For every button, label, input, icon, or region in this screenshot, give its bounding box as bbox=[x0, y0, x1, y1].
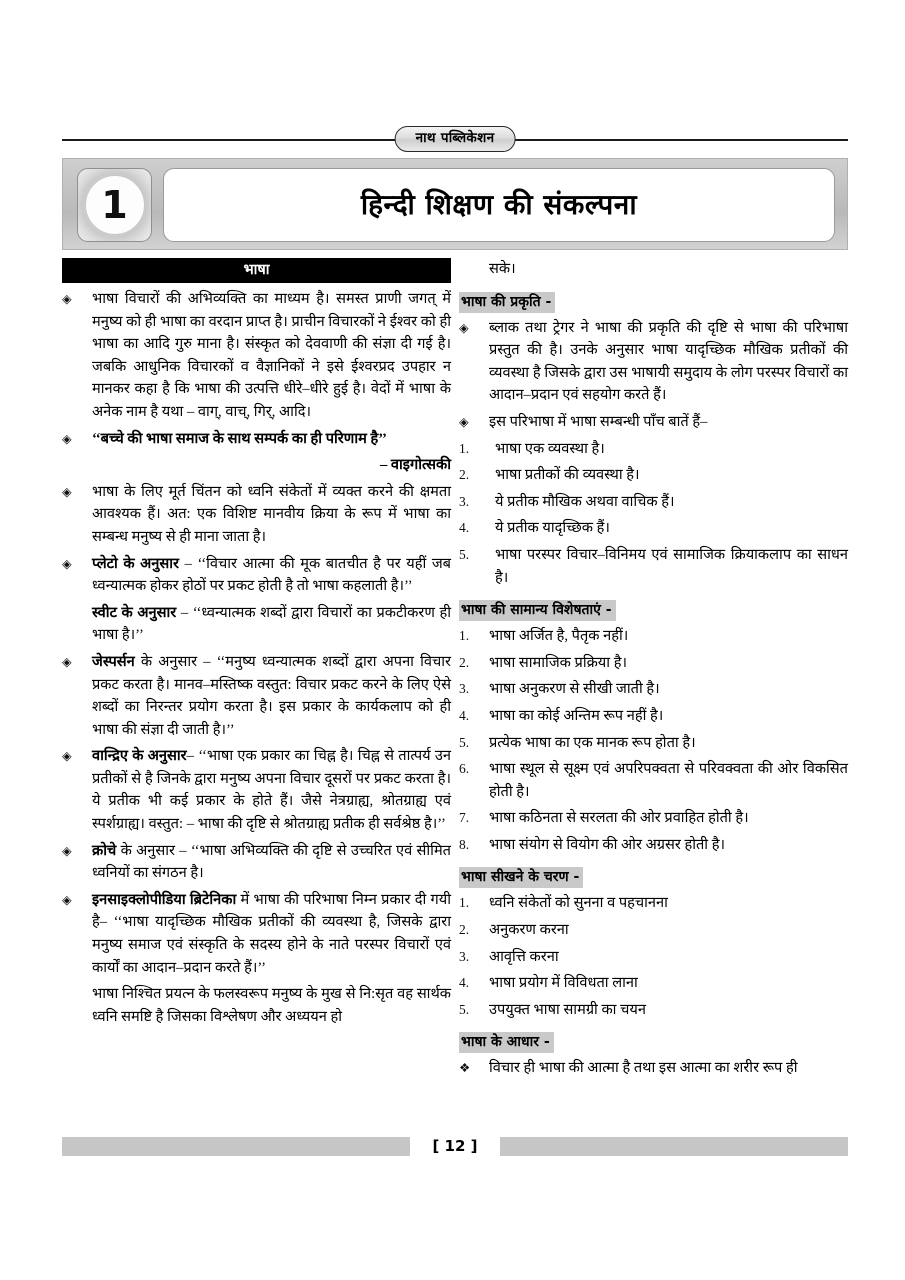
item-number: 2. bbox=[459, 922, 470, 938]
publisher-tab: नाथ पब्लिकेशन bbox=[395, 126, 516, 152]
paragraph-rest: – ‘‘ध्वन्यात्मक शब्दों द्वारा विचारों का प्रकटीकरण ही भाषा है।’’ bbox=[92, 604, 452, 644]
numbered-text: अनुकरण करना bbox=[489, 922, 569, 939]
chapter-title: हिन्दी शिक्षण की संकल्पना bbox=[360, 188, 638, 221]
numbered-text: भाषा अर्जित है, पैतृक नहीं। bbox=[489, 628, 629, 645]
numbered-item bbox=[459, 625, 848, 648]
running-header bbox=[62, 126, 848, 160]
heading-wrap bbox=[459, 1025, 848, 1057]
paragraph-text bbox=[92, 651, 451, 741]
numbered-item bbox=[459, 999, 848, 1022]
numbered-text: ये प्रतीक यादृच्छिक हैं। bbox=[495, 520, 610, 537]
item-number: 4. bbox=[459, 707, 470, 723]
diamond-bullet-icon: ◈ bbox=[62, 654, 72, 669]
paragraph-text: भाषा के लिए मूर्त चिंतन को ध्वनि संकेतों में व्यक्त करने की क्षमता आवश्यक हैं। अत: एक विशिष्ट मानवीय क्रिया के रूप में भाषा का सम्बन्ध मनुष्य से ही माना जाता है। bbox=[92, 483, 451, 545]
item-number: 3. bbox=[459, 493, 470, 509]
numbered-text: प्रत्येक भाषा का एक मानक रूप होता है। bbox=[489, 734, 696, 751]
diamond-bullet-icon: ◈ bbox=[62, 892, 72, 907]
lead-term: इनसाइक्लोपीडिया ब्रिटेनिका bbox=[92, 891, 237, 908]
item-number: 2. bbox=[459, 654, 470, 670]
paragraph-rest: – ‘‘भाषा एक प्रकार का चिह्न है। चिह्न से तात्पर्य उन प्रतीकों से है जिनके द्वारा मनुष्य अपना विचार दूसरों पर प्रकट करता है। ये प्रतीक भी कई प्रकार के होते हैं। जैसे नेत्रग्राह्य, श्रोतग्राह्य एवं स्पर्शग्राह्य। वस्तुत: – भाषा की दृष्टि से श्रोतग्राह्य प्रतीक ही सर्वश्रेष्ठ है।’’ bbox=[92, 748, 451, 833]
item-number: 7. bbox=[459, 810, 470, 826]
list-item bbox=[62, 889, 451, 979]
paragraph-rest: के अनुसार – ‘‘भाषा अभिव्यक्ति की दृष्टि से उच्चरित एवं सीमित ध्वनियों का संगठन है। bbox=[92, 842, 451, 882]
diamond-bullet-icon: ◈ bbox=[459, 414, 469, 429]
numbered-item bbox=[459, 919, 848, 942]
diamond-bullet-icon: ◈ bbox=[62, 431, 72, 446]
numbered-item bbox=[459, 834, 848, 857]
numbered-item bbox=[459, 807, 848, 830]
section-bar-bhasha: भाषा bbox=[62, 258, 451, 283]
numbered-item bbox=[459, 491, 848, 514]
numbered-text: भाषा कठिनता से सरलता की ओर प्रवाहित होती है। bbox=[489, 810, 749, 827]
numbered-item bbox=[459, 892, 848, 915]
paragraph-rest: – ‘‘विचार आत्मा की मूक बातचीत है पर यहीं जब ध्वन्यात्मक होकर होठों पर प्रकट होती है तो भाषा कहलाती है।’’ bbox=[92, 555, 452, 595]
list-item bbox=[459, 1057, 848, 1080]
chapter-number-badge bbox=[77, 168, 152, 242]
numbered-text: भाषा एक व्यवस्था है। bbox=[495, 440, 605, 457]
numbered-item bbox=[459, 652, 848, 675]
numbered-text: भाषा स्थूल से सूक्ष्म एवं अपरिपक्वता से परिवक्वता की ओर विकसित होती है। bbox=[489, 761, 848, 800]
chapter-number-circle bbox=[85, 175, 145, 235]
numbered-item bbox=[459, 946, 848, 969]
diamond-bullet-icon: ◈ bbox=[459, 320, 469, 335]
numbered-text: भाषा का कोई अन्तिम रूप नहीं है। bbox=[489, 707, 664, 724]
list-item bbox=[62, 602, 451, 647]
item-number: 1. bbox=[459, 895, 470, 911]
numbered-item bbox=[459, 464, 848, 487]
numbered-text: भाषा प्रयोग में विविधता लाना bbox=[489, 975, 638, 992]
list-item bbox=[459, 411, 848, 434]
numbered-item bbox=[459, 705, 848, 728]
paragraph-text bbox=[92, 889, 451, 979]
paragraph-text bbox=[92, 745, 451, 835]
list-item bbox=[62, 651, 451, 741]
section-heading-visheshtaye: भाषा की सामान्य विशेषताएं - bbox=[459, 600, 616, 621]
item-number: 5. bbox=[459, 1001, 470, 1017]
numbered-text: भाषा सामाजिक प्रक्रिया है। bbox=[489, 654, 627, 671]
lead-term: जेस्पर्सन bbox=[92, 653, 135, 670]
item-number: 6. bbox=[459, 761, 470, 777]
section-heading-aadhar: भाषा के आधार - bbox=[459, 1032, 554, 1053]
paragraph-text: विचार ही भाषा की आत्मा है तथा इस आत्मा का शरीर रूप ही bbox=[489, 1060, 798, 1077]
numbered-text: भाषा परस्पर विचार–विनिमय एवं सामाजिक क्रियाकलाप का साधन है। bbox=[495, 546, 848, 586]
paragraph-text: ब्लाक तथा ट्रेगर ने भाषा की प्रकृति की दृष्टि से भाषा की परिभाषा प्रस्तुत की है। उनके अनुसार भाषा यादृच्छिक मौखिक प्रतीकों की व्यवस्था है जिसके द्वारा उस भाषायी समुदाय के लोग परस्पर विचारों का आदान–प्रदान एवं सहयोग करते हैं। bbox=[489, 319, 848, 404]
numbered-text: आवृत्ति करना bbox=[489, 948, 559, 965]
diamond-bullet-icon: ◈ bbox=[62, 749, 72, 764]
page-footer bbox=[62, 1136, 848, 1158]
paragraph-text: भाषा निश्चित प्रयत्न के फलस्वरूप मनुष्य के मुख से नि:सृत वह सार्थक ध्वनि समष्टि है जिसका विश्लेषण और अध्ययन हो bbox=[92, 986, 451, 1025]
item-number: 4. bbox=[459, 520, 470, 536]
lead-term: वान्द्रिए के अनुसार bbox=[92, 748, 187, 765]
section-heading-prakriti: भाषा की प्रकृति - bbox=[459, 292, 555, 313]
item-number: 1. bbox=[459, 440, 470, 456]
numbered-item bbox=[459, 544, 848, 589]
item-number: 5. bbox=[459, 546, 470, 562]
numbered-item bbox=[459, 972, 848, 995]
item-number: 3. bbox=[459, 948, 470, 964]
numbered-text: उपयुक्त भाषा सामग्री का चयन bbox=[489, 1001, 646, 1018]
list-item bbox=[62, 428, 451, 451]
numbered-item bbox=[459, 732, 848, 755]
quote-attribution: – वाइगोत्सकी bbox=[379, 457, 451, 474]
list-item bbox=[62, 840, 451, 885]
numbered-text: ये प्रतीक मौखिक अथवा वाचिक हैं। bbox=[495, 493, 675, 510]
list-item bbox=[62, 745, 451, 835]
heading-wrap bbox=[459, 860, 848, 892]
section-heading-charan: भाषा सीखने के चरण - bbox=[459, 867, 583, 888]
numbered-item bbox=[459, 678, 848, 701]
item-number: 2. bbox=[459, 467, 470, 483]
item-number: 8. bbox=[459, 836, 470, 852]
heading-wrap bbox=[459, 593, 848, 625]
footer-bar-left bbox=[62, 1137, 410, 1156]
continuation-text: सके। bbox=[489, 261, 516, 277]
chapter-number: 1 bbox=[101, 183, 128, 227]
list-item bbox=[62, 553, 451, 598]
list-item bbox=[62, 288, 451, 424]
paragraph-text bbox=[92, 553, 451, 598]
right-column bbox=[459, 258, 848, 1084]
paragraph-text bbox=[92, 840, 451, 885]
list-item bbox=[62, 481, 451, 549]
diamond-bullet-icon: ◈ bbox=[62, 556, 72, 571]
paragraph-text bbox=[92, 602, 451, 647]
paragraph-text: भाषा विचारों की अभिव्यक्ति का माध्यम है। समस्त प्राणी जगत् में मनुष्य को ही भाषा का वरदान प्राप्त है। प्राचीन विचारकों ने ईश्वर को ही भाषा का आदि गुरु माना है। संस्कृत को देववाणी की संज्ञा दी गई है। जबकि आधुनिक विचारकों व वैज्ञानिकों ने इसे ईश्वरप्रद उपहार न मानकर कहा है कि भाषा की उत्पत्ति धीरे–धीरे हुई है। वेदों में भाषा के अनेक नाम है यथा – वाग्, वाच्, गिर्, आदि। bbox=[92, 291, 451, 420]
numbered-text: ध्वनि संकेतों को सुनना व पहचानना bbox=[489, 895, 668, 912]
quote-text: ‘‘बच्चे की भाषा समाज के साथ सम्पर्क का ही परिणाम है’’ bbox=[92, 430, 387, 447]
footer-bar-right bbox=[500, 1137, 848, 1156]
item-number: 5. bbox=[459, 734, 470, 750]
paragraph-text: इस परिभाषा में भाषा सम्बन्धी पाँच बातें हैं– bbox=[489, 413, 708, 430]
paragraph-rest: के अनुसार – ‘‘मनुष्य ध्वन्यात्मक शब्दों द्वारा अपना विचार प्रकट करता है। मानव–मस्तिष्क वस्तुत: विचार प्रकट करने के लिए ऐसे शब्दों का निरन्तर प्रयोग करता है। इस प्रकार के कार्यकलाप को ही भाषा की संज्ञा दी जाती है।’’ bbox=[92, 653, 451, 738]
diamond-bullet-icon: ◈ bbox=[62, 843, 72, 858]
diamond-bullet-icon: ◈ bbox=[62, 484, 72, 499]
list-item bbox=[459, 317, 848, 407]
paragraph-rest: में भाषा की परिभाषा निम्न प्रकार दी गयी है– ‘‘भाषा यादृच्छिक मौखिक प्रतीकों की व्यवस्था है, जिसके द्वारा मनुष्य समाज एवं संस्कृति के सदस्य होने के नाते परस्पर विचारों एवं कार्यों का आदान–प्रदान करते हैं।’’ bbox=[92, 891, 451, 976]
lead-term: स्वीट के अनुसार bbox=[92, 604, 177, 621]
numbered-text: भाषा संयोग से वियोग की ओर अग्रसर होती है। bbox=[489, 836, 725, 853]
chapter-banner bbox=[62, 158, 848, 250]
item-number: 4. bbox=[459, 975, 470, 991]
left-column bbox=[62, 258, 451, 1032]
heading-wrap bbox=[459, 285, 848, 317]
lead-term: प्लेटो के अनुसार bbox=[92, 555, 180, 572]
page-number: [ 12 ] bbox=[432, 1137, 478, 1155]
numbered-item bbox=[459, 438, 848, 461]
numbered-item bbox=[459, 517, 848, 540]
numbered-text: भाषा प्रतीकों की व्यवस्था है। bbox=[495, 467, 640, 484]
flower-bullet-icon: ❖ bbox=[459, 1061, 471, 1076]
lead-term: क्रोचे bbox=[92, 842, 117, 859]
diamond-bullet-icon: ◈ bbox=[62, 292, 72, 306]
chapter-title-box bbox=[163, 168, 835, 242]
item-number: 1. bbox=[459, 628, 470, 644]
numbered-item bbox=[459, 758, 848, 803]
item-number: 3. bbox=[459, 681, 470, 697]
numbered-text: भाषा अनुकरण से सीखी जाती है। bbox=[489, 681, 660, 698]
